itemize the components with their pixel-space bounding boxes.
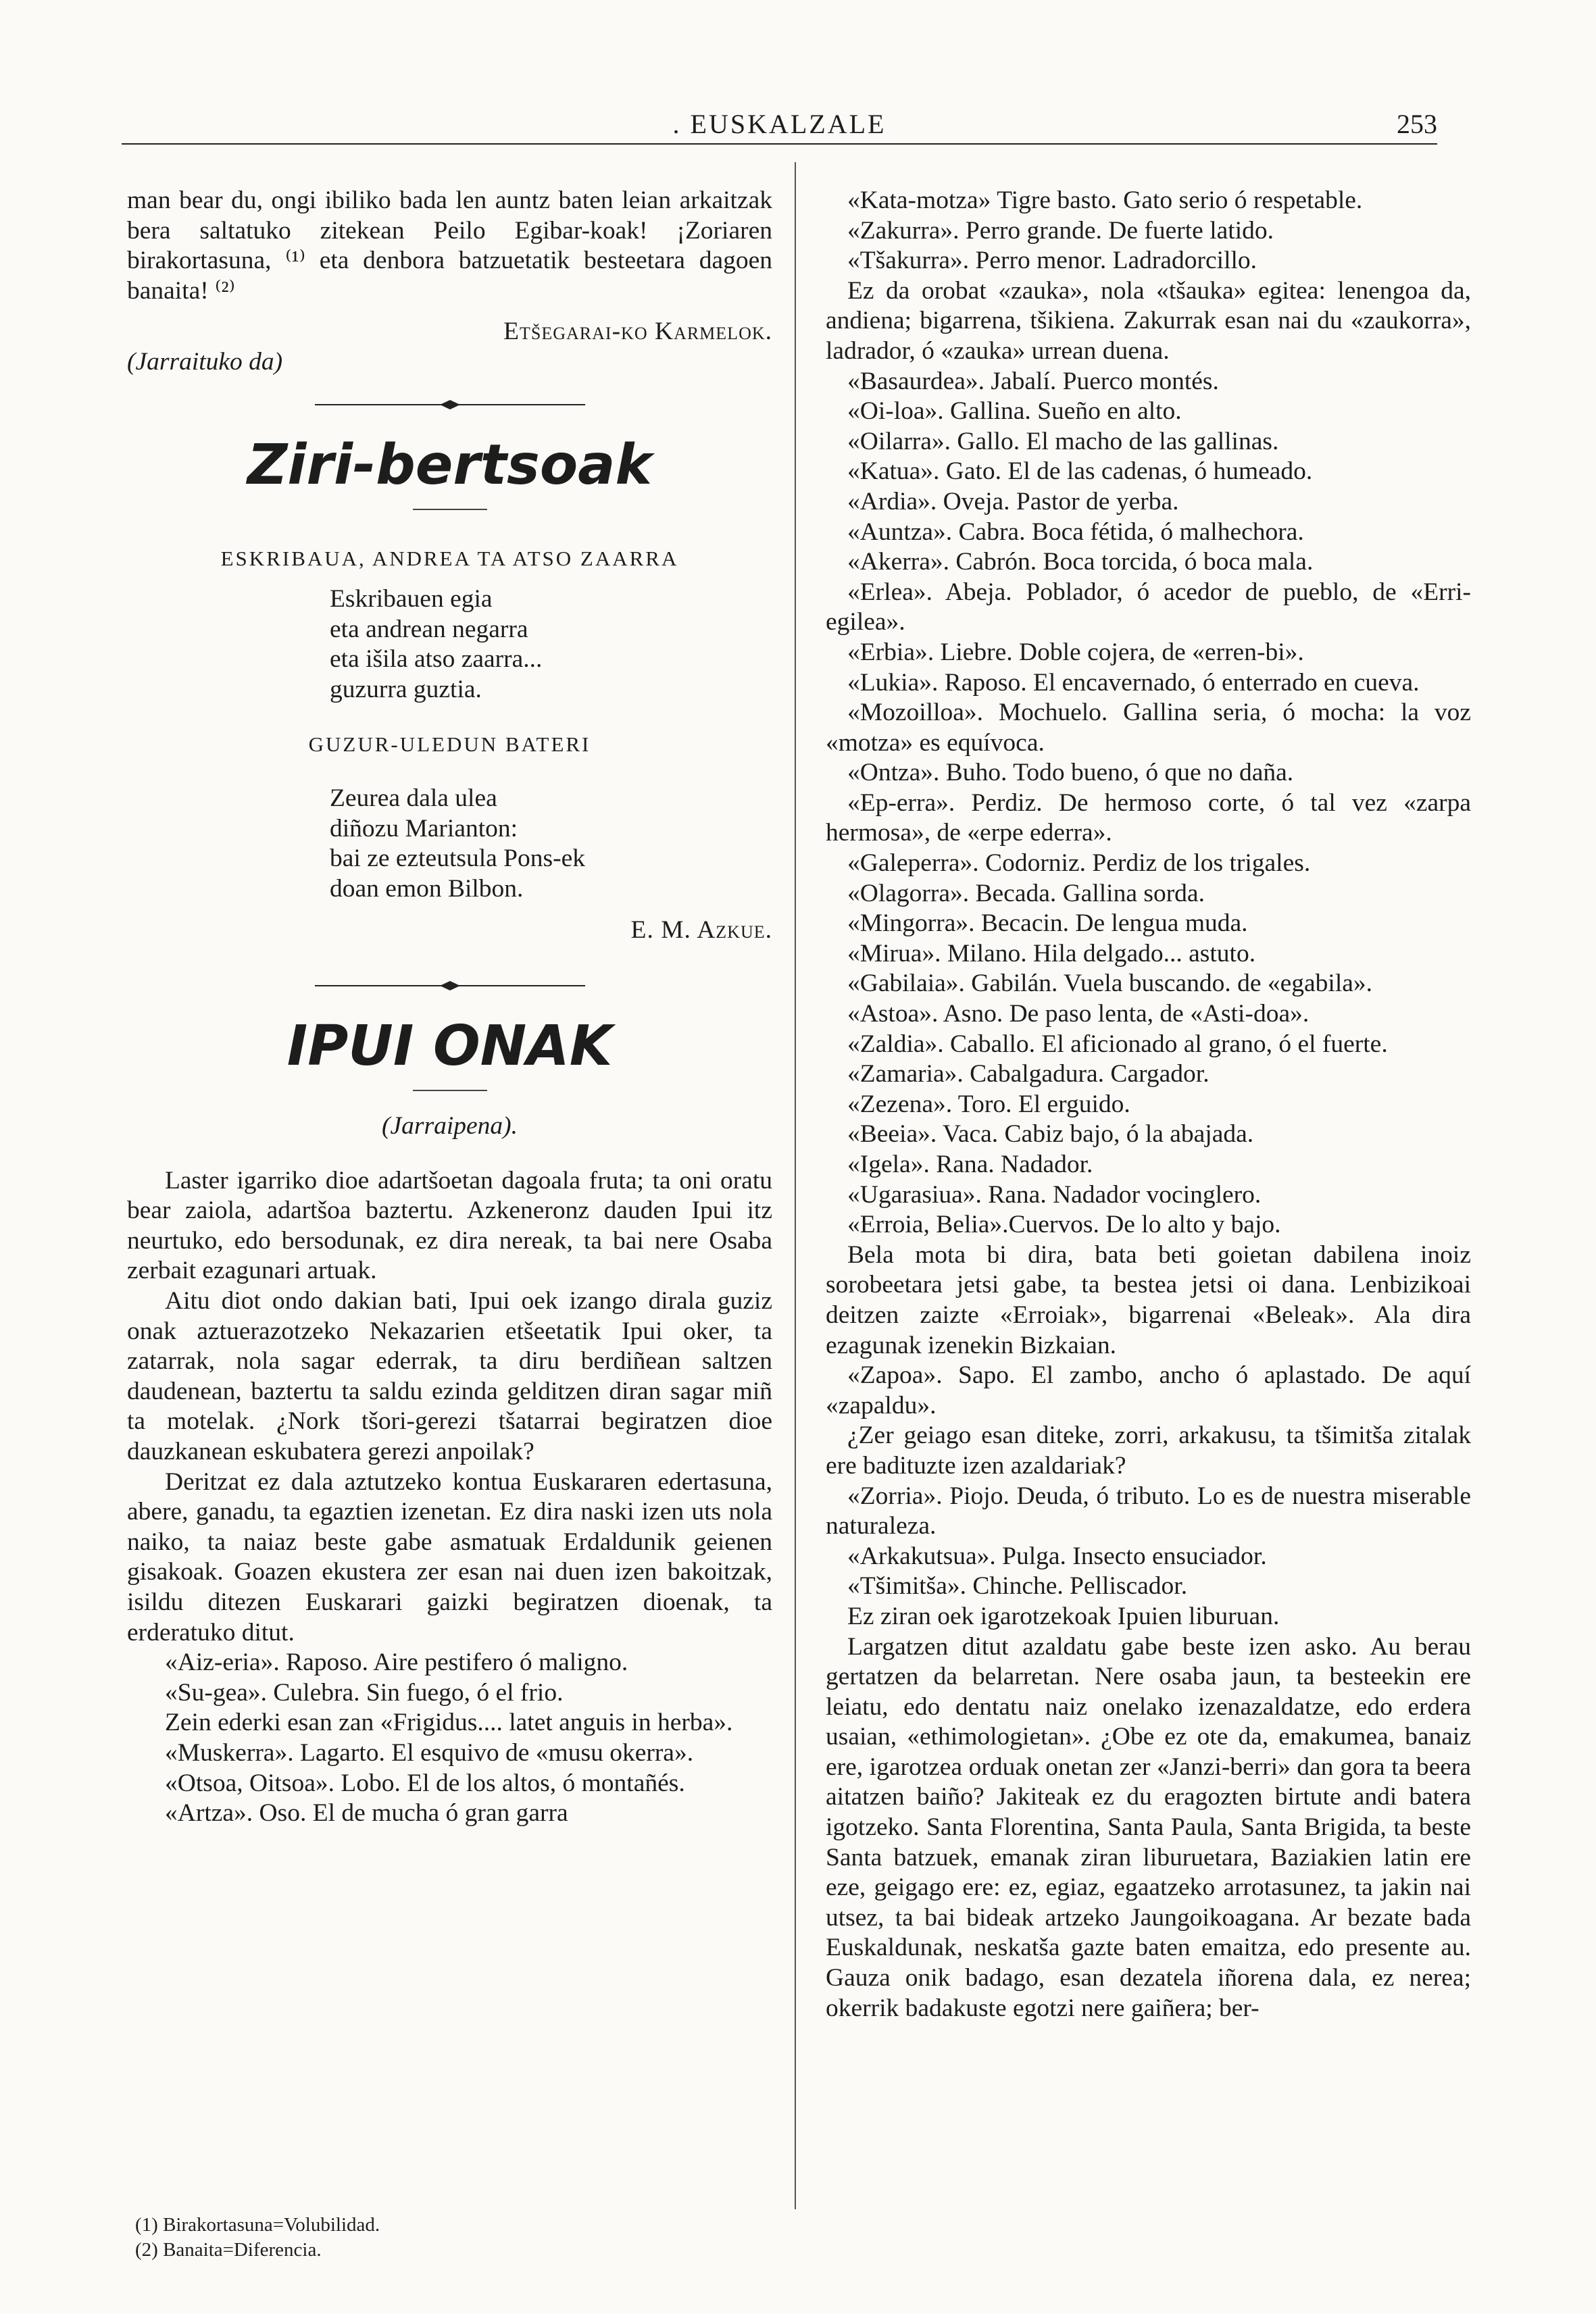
footnotes bbox=[135, 2213, 380, 2263]
paragraph: «Otsoa, Oitsoa». Lobo. El de los altos, ó montañés. bbox=[165, 1769, 685, 1797]
verse-line: diñozu Marianton: bbox=[330, 814, 518, 842]
paragraph: Largatzen ditut azaldatu gabe beste izen asko. Au berau gertatzen da belarretan. Nere osaba jaun, ta besteekin ere leiatu, edo dentatu naiz onelako izenazaldatze, edo erdera usaian, «ethimologietan». ¿Obe ez ote da, emakumea, banaiz ere, igarotzea orduak onetan zer «Janzi-berri» dan gora ta beera aitatzen baiño? Jakiteak ez du eragozten birtute andi batera igotzeko. Santa Florentina, Santa Paula, Santa Brigida, ta beste Santa batzuek, emanak ziran liburuetara, Baziakien latin ere eze, geigago ere: ez, egiaz, egaatzeko arrotasunez, ta jakin nai utsez, ta bai bideak artzeko Jaungoikoagana. Ar bezate bada Euskaldunak, neskatša gazte baten emaitza, edo presente au. Gauza onik badago, esan dezatela iñorena dala, ez nerea; okerrik badakuste egotzi nere gaiñera; ber- bbox=[826, 1632, 1471, 2022]
entry: «Tšakurra». Perro menor. Ladradorcillo. bbox=[847, 247, 1257, 275]
paragraph: «Su-gea». Culebra. Sin fuego, ó el frio. bbox=[165, 1678, 564, 1707]
to-be-continued: (Jarraituko da) bbox=[127, 347, 283, 376]
verse-line: doan emon Bilbon. bbox=[330, 874, 524, 903]
paragraph: «Artza». Oso. El de mucha ó gran garra bbox=[165, 1799, 568, 1828]
entry: «Zezena». Toro. El erguido. bbox=[847, 1090, 1130, 1118]
paragraph: Bela mota bi dira, bata beti goietan dabilena inoiz sorobeetara jetsi gabe, ta bestea jetsi oi dana. Lenbizikoai deitzen zaizte «Erroiak», bigarrenai «Beleak». Ala dira ezagunak izenekin Bizkaian. bbox=[826, 1240, 1471, 1359]
paragraph: ¿Zer geiago esan diteke, zorri, arkakusu, ta tšimitša zitalak ere badituzte izen azaldariak? bbox=[826, 1422, 1471, 1480]
running-header bbox=[122, 101, 1437, 145]
entry: «Ontza». Buho. Todo bueno, ó que no daña. bbox=[847, 759, 1294, 787]
entry: «Auntza». Cabra. Boca fétida, ó malhechora. bbox=[847, 518, 1304, 546]
section-ornament bbox=[127, 388, 772, 421]
entry: «Lukia». Raposo. El encavernado, ó enterrado en cueva. bbox=[847, 668, 1420, 697]
verse-line: Zeurea dala ulea bbox=[330, 784, 497, 813]
entry: «Igela». Rana. Nadador. bbox=[847, 1151, 1093, 1178]
verse-title: ESKRIBAUA, ANDREA TA ATSO ZAARRA bbox=[220, 546, 679, 570]
verse-stanza bbox=[330, 784, 772, 904]
entry: «Zakurra». Perro grande. De fuerte latido. bbox=[847, 216, 1274, 245]
title-underline bbox=[127, 1080, 772, 1101]
paragraph: «Aiz-eria». Raposo. Aire pestifero ó maligno. bbox=[165, 1649, 628, 1677]
verse-line: guzurra guztia. bbox=[330, 675, 482, 703]
entry: «Zapoa». Sapo. El zambo, ancho ó aplastado. De aquí «zapaldu». bbox=[826, 1361, 1471, 1419]
verse-line: Eskribauen egia bbox=[330, 585, 493, 613]
entry: «Mirua». Milano. Hila delgado... astuto. bbox=[847, 939, 1256, 967]
author-signature: E. M. Azkue. bbox=[630, 915, 772, 944]
entry: «Astoa». Asno. De paso lenta, de «Asti-doa». bbox=[847, 1000, 1310, 1028]
entry: «Beeia». Vaca. Cabiz bajo, ó la abajada. bbox=[847, 1120, 1254, 1149]
continued-text: man bear du, ongi ibiliko bada len auntz baten leian arkaitzak bera saltatuko zitekean Peilo Egibar-koak! ¡Zoriaren birakortasuna, ⁽¹⁾ eta denbora batzuetatik besteetara dagoen banaita! ⁽²⁾ bbox=[127, 186, 772, 305]
verse-stanza bbox=[330, 584, 772, 705]
entry: «Zamaria». Cabalgadura. Cargador. bbox=[847, 1060, 1210, 1088]
page-number: 253 bbox=[1397, 109, 1437, 139]
entry: «Ardia». Oveja. Pastor de yerba. bbox=[847, 487, 1179, 515]
paragraph: Zein ederki esan zan «Frigidus.... latet anguis in herba». bbox=[165, 1709, 733, 1737]
entry: «Ep-erra». Perdiz. De hermoso corte, ó tal vez «zarpa hermosa», de «erpe ederra». bbox=[826, 788, 1471, 847]
entry: «Erlea». Abeja. Poblador, ó acedor de pueblo, de «Erri-egilea». bbox=[826, 578, 1471, 636]
entry: «Zorria». Piojo. Deuda, ó tributo. Lo es de nuestra miserable naturaleza. bbox=[826, 1482, 1471, 1540]
paragraph: Deritzat ez dala aztutzeko kontua Euskararen edertasuna, abere, ganadu, ta egaztien izenetan. Ez dira naski izen uts nola naiko, ta naiaz beste gabe asmatuak Erdaldunik geienen gisakoak. Goazen ekustera zer esan nai duen izen bakoitzak, isildu ditezen Euskarari gaizki begiratzen dioenak, ta erderatuko ditut. bbox=[127, 1467, 772, 1646]
paragraph: Laster igarriko dioe adartšoetan dagoala fruta; ta oni oratu bear zaiola, adartšoa baztertu. Azkeneronz dauden Ipui itz neurtuko, edo bersodunak, ez dira nereak, ta bai nere Osaba zerbait ezagunari artuak. bbox=[127, 1166, 772, 1285]
entry: «Akerra». Cabrón. Boca torcida, ó boca mala. bbox=[847, 548, 1314, 576]
entry: «Erroia, Belia».Cuervos. De lo alto y bajo. bbox=[847, 1211, 1281, 1239]
entry: «Mozoilloa». Mochuelo. Gallina seria, ó mocha: la voz «motza» es equívoca. bbox=[826, 699, 1471, 757]
entry: «Mingorra». Becacin. De lengua muda. bbox=[847, 909, 1248, 938]
entry: «Ugarasiua». Rana. Nadador vocinglero. bbox=[847, 1180, 1262, 1209]
verse-line: bai ze ezteutsula Pons-ek bbox=[330, 845, 585, 873]
entry: «Erbia». Liebre. Doble cojera, de «erren-bi». bbox=[847, 638, 1304, 666]
footnote: (2) Banaita=Diferencia. bbox=[135, 2239, 322, 2261]
entry: «Kata-motza» Tigre basto. Gato serio ó respetable. bbox=[847, 186, 1363, 214]
right-column bbox=[826, 186, 1471, 2023]
entry: «Olagorra». Becada. Gallina sorda. bbox=[847, 879, 1205, 907]
section-subtitle: (Jarraipena). bbox=[382, 1112, 518, 1140]
verse-title: GUZUR-ULEDUN BATERI bbox=[308, 732, 591, 756]
left-column bbox=[127, 186, 772, 1829]
entry: «Basaurdea». Jabalí. Puerco montés. bbox=[847, 367, 1219, 395]
entry: «Zaldia». Caballo. El aficionado al grano, ó el fuerte. bbox=[847, 1030, 1388, 1058]
signature: Etšegarai-ko Karmelok. bbox=[503, 318, 772, 346]
journal-title: . EUSKALZALE bbox=[672, 109, 887, 139]
section-title-ipui-onak: IPUI ONAK bbox=[286, 1014, 613, 1079]
section-title-ziri-bertsoak: Ziri-bertsoak bbox=[247, 432, 653, 497]
entry: «Oi-loa». Gallina. Sueño en alto. bbox=[847, 397, 1182, 426]
verse-line: eta išila atso zaarra... bbox=[330, 645, 543, 674]
section-ornament bbox=[127, 970, 772, 1002]
paragraph: Aitu diot ondo dakian bati, Ipui oek izango dirala guziz onak aztuerazotzeko Nekazarien etšeetatik Ipui oker, ta zatarrak, nola sagar ederrak, ta diru berdiñean saltzen daudenean, baztertu ta saldu ezinda gelditzen diran sagar miñ ta motelak. ¿Nork tšori-gerezi tšatarrai begiratzen dioe dauzkanean eskubatera gerezi anpoilak? bbox=[127, 1287, 772, 1466]
paragraph: «Muskerra». Lagarto. El esquivo de «musu okerra». bbox=[165, 1738, 694, 1767]
entry: «Oilarra». Gallo. El macho de las gallinas. bbox=[847, 427, 1279, 455]
footnote: (1) Birakortasuna=Volubilidad. bbox=[135, 2214, 380, 2236]
paragraph: Ez da orobat «zauka», nola «tšauka» egitea: lenengoa da, andiena; bigarrena, tšikiena. Zakurrak esan nai du «zaukorra», ladrador, ó «zauka» urrean duena. bbox=[826, 276, 1471, 365]
column-divider bbox=[795, 162, 796, 2209]
title-underline bbox=[127, 499, 772, 520]
entry: «Arkakutsua». Pulga. Insecto ensuciador. bbox=[847, 1542, 1267, 1570]
entry: «Galeperra». Codorniz. Perdiz de los trigales. bbox=[847, 849, 1311, 878]
entry: «Katua». Gato. El de las cadenas, ó humeado. bbox=[847, 457, 1313, 486]
entry: «Gabilaia». Gabilán. Vuela buscando. de «egabila». bbox=[847, 970, 1373, 998]
verse-line: eta andrean negarra bbox=[330, 615, 528, 643]
entry: «Tšimitša». Chinche. Pelliscador. bbox=[847, 1572, 1188, 1601]
paragraph: Ez ziran oek igarotzekoak Ipuien liburuan. bbox=[847, 1602, 1280, 1630]
